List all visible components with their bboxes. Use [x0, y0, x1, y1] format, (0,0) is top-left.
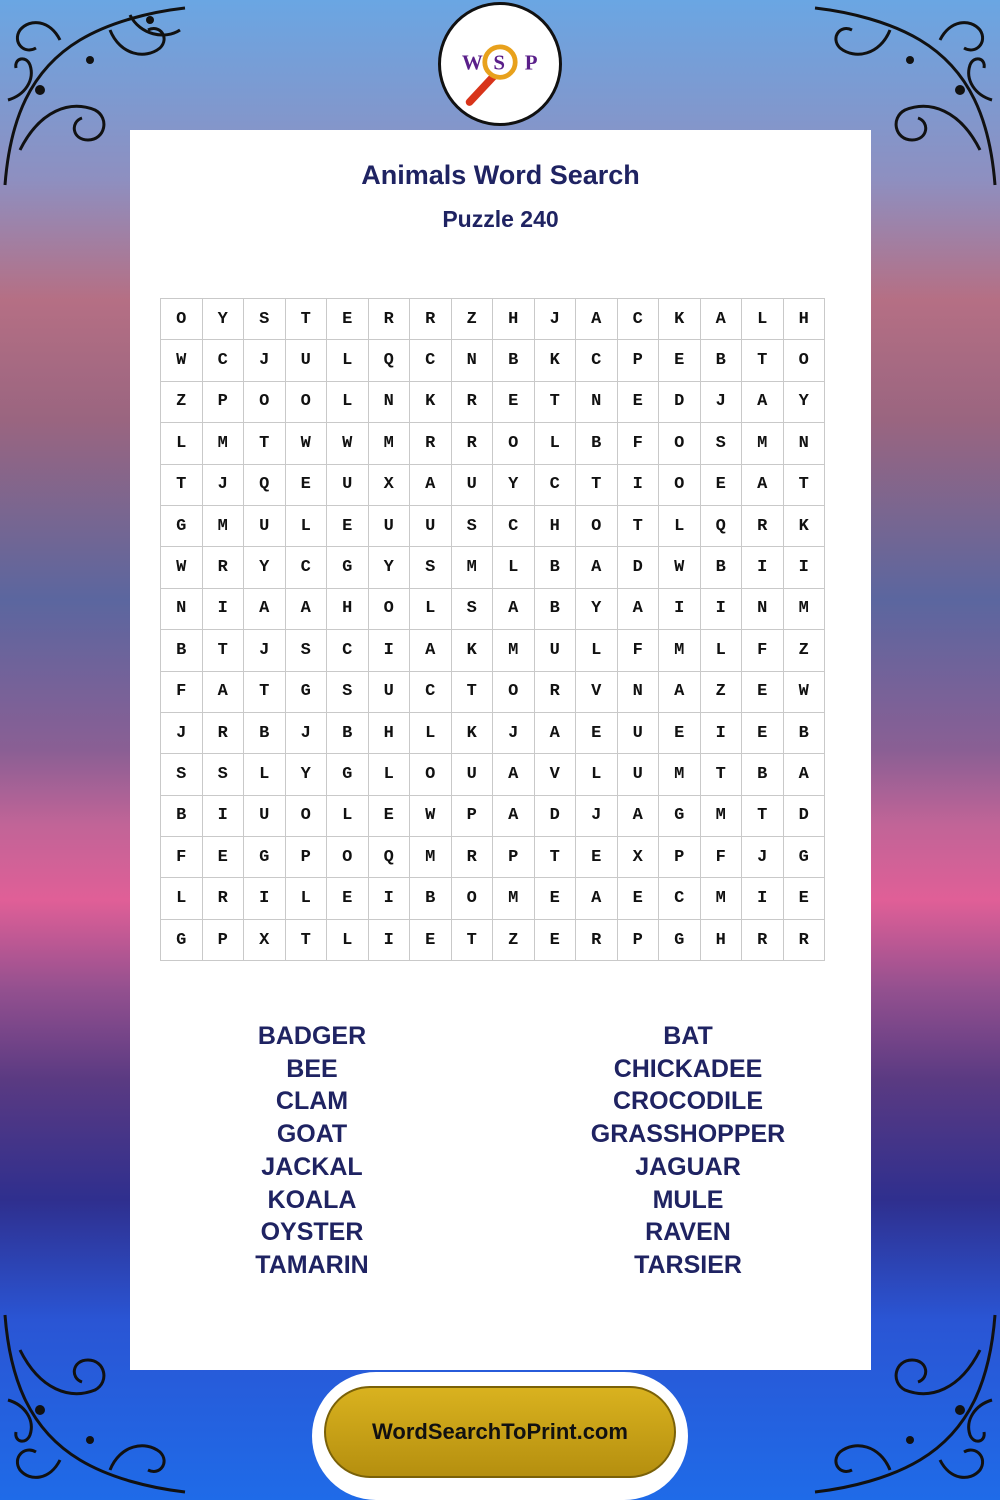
grid-cell: U	[244, 795, 286, 836]
grid-cell: O	[659, 423, 701, 464]
grid-cell: G	[327, 547, 369, 588]
word-list-left	[162, 1020, 462, 1282]
grid-cell: I	[202, 795, 244, 836]
grid-row	[161, 754, 825, 795]
grid-cell: R	[742, 919, 784, 960]
word-item: RAVEN	[645, 1218, 731, 1247]
grid-cell: J	[202, 464, 244, 505]
grid-cell: B	[327, 712, 369, 753]
grid-cell: Z	[161, 381, 203, 422]
grid-cell: R	[410, 299, 452, 340]
grid-cell: E	[285, 464, 327, 505]
grid-cell: P	[202, 381, 244, 422]
grid-cell: M	[700, 795, 742, 836]
grid-cell: Z	[451, 299, 493, 340]
grid-cell: J	[161, 712, 203, 753]
grid-cell: Q	[700, 505, 742, 546]
grid-cell: A	[493, 588, 535, 629]
grid-cell: D	[617, 547, 659, 588]
grid-cell: L	[327, 381, 369, 422]
grid-cell: C	[534, 464, 576, 505]
grid-cell: M	[410, 837, 452, 878]
grid-cell: G	[161, 919, 203, 960]
site-link-button[interactable]	[324, 1386, 676, 1478]
grid-row	[161, 795, 825, 836]
grid-row	[161, 630, 825, 671]
grid-cell: G	[285, 671, 327, 712]
grid-cell: O	[368, 588, 410, 629]
grid-cell: I	[783, 547, 825, 588]
grid-cell: O	[161, 299, 203, 340]
grid-cell: S	[244, 299, 286, 340]
grid-cell: K	[534, 340, 576, 381]
grid-cell: U	[617, 754, 659, 795]
grid-cell: S	[410, 547, 452, 588]
grid-cell: F	[617, 630, 659, 671]
grid-cell: B	[700, 340, 742, 381]
grid-row	[161, 505, 825, 546]
grid-cell: U	[451, 754, 493, 795]
grid-cell: I	[742, 547, 784, 588]
grid-cell: V	[576, 671, 618, 712]
grid-cell: L	[161, 878, 203, 919]
grid-cell: C	[327, 630, 369, 671]
grid-cell: T	[617, 505, 659, 546]
grid-cell: U	[368, 671, 410, 712]
grid-cell: R	[202, 547, 244, 588]
grid-cell: H	[783, 299, 825, 340]
grid-cell: A	[617, 795, 659, 836]
grid-cell: S	[202, 754, 244, 795]
grid-row	[161, 712, 825, 753]
grid-cell: K	[783, 505, 825, 546]
grid-cell: B	[161, 630, 203, 671]
grid-cell: R	[202, 878, 244, 919]
grid-cell: S	[285, 630, 327, 671]
grid-cell: B	[244, 712, 286, 753]
grid-cell: J	[244, 340, 286, 381]
grid-cell: L	[576, 754, 618, 795]
grid-cell: T	[285, 919, 327, 960]
grid-cell: Z	[493, 919, 535, 960]
grid-cell: A	[493, 795, 535, 836]
grid-cell: N	[742, 588, 784, 629]
grid-cell: C	[410, 340, 452, 381]
grid-cell: R	[451, 837, 493, 878]
grid-cell: V	[534, 754, 576, 795]
grid-cell: T	[202, 630, 244, 671]
grid-cell: R	[451, 423, 493, 464]
word-item: CHICKADEE	[613, 1054, 763, 1083]
grid-cell: B	[783, 712, 825, 753]
grid-cell: L	[161, 423, 203, 464]
letter-grid	[160, 298, 825, 961]
grid-cell: Y	[493, 464, 535, 505]
grid-cell: H	[493, 299, 535, 340]
grid-cell: M	[659, 754, 701, 795]
grid-cell: P	[617, 340, 659, 381]
grid-cell: A	[659, 671, 701, 712]
grid-cell: A	[410, 464, 452, 505]
grid-cell: A	[244, 588, 286, 629]
grid-cell: L	[410, 588, 452, 629]
grid-cell: E	[410, 919, 452, 960]
grid-cell: O	[244, 381, 286, 422]
puzzle-number: Puzzle 240	[442, 206, 559, 232]
grid-cell: N	[576, 381, 618, 422]
grid-cell: T	[783, 464, 825, 505]
word-list-right	[538, 1020, 838, 1282]
grid-cell: U	[327, 464, 369, 505]
grid-cell: U	[244, 505, 286, 546]
word-item: TARSIER	[634, 1250, 742, 1279]
grid-cell: A	[700, 299, 742, 340]
grid-cell: O	[783, 340, 825, 381]
grid-cell: N	[368, 381, 410, 422]
grid-cell: U	[410, 505, 452, 546]
grid-row	[161, 919, 825, 960]
grid-cell: C	[659, 878, 701, 919]
grid-cell: M	[202, 505, 244, 546]
grid-cell: P	[202, 919, 244, 960]
grid-cell: E	[659, 712, 701, 753]
grid-cell: C	[202, 340, 244, 381]
grid-cell: A	[576, 547, 618, 588]
grid-cell: R	[410, 423, 452, 464]
grid-cell: C	[285, 547, 327, 588]
grid-cell: S	[451, 505, 493, 546]
word-item: JAGUAR	[635, 1152, 741, 1181]
grid-cell: N	[617, 671, 659, 712]
grid-cell: K	[451, 712, 493, 753]
grid-cell: W	[659, 547, 701, 588]
grid-cell: Y	[285, 754, 327, 795]
grid-cell: L	[700, 630, 742, 671]
grid-cell: G	[244, 837, 286, 878]
grid-row	[161, 464, 825, 505]
grid-cell: T	[742, 795, 784, 836]
grid-cell: T	[285, 299, 327, 340]
grid-cell: J	[576, 795, 618, 836]
grid-cell: B	[534, 588, 576, 629]
grid-cell: E	[534, 919, 576, 960]
grid-cell: I	[742, 878, 784, 919]
grid-cell: U	[617, 712, 659, 753]
grid-row	[161, 878, 825, 919]
grid-cell: F	[617, 423, 659, 464]
page-title: Animals Word Search	[361, 160, 640, 190]
grid-cell: P	[617, 919, 659, 960]
grid-cell: O	[451, 878, 493, 919]
grid-cell: G	[783, 837, 825, 878]
grid-cell: U	[368, 505, 410, 546]
grid-cell: M	[368, 423, 410, 464]
grid-cell: Z	[783, 630, 825, 671]
grid-cell: C	[493, 505, 535, 546]
grid-row	[161, 588, 825, 629]
grid-cell: Y	[368, 547, 410, 588]
word-item: JACKAL	[261, 1152, 363, 1181]
grid-cell: R	[742, 505, 784, 546]
grid-cell: K	[410, 381, 452, 422]
grid-cell: I	[659, 588, 701, 629]
grid-cell: A	[783, 754, 825, 795]
grid-row	[161, 299, 825, 340]
grid-cell: X	[617, 837, 659, 878]
grid-cell: B	[534, 547, 576, 588]
grid-cell: W	[285, 423, 327, 464]
grid-cell: I	[244, 878, 286, 919]
grid-cell: R	[451, 381, 493, 422]
grid-cell: J	[244, 630, 286, 671]
grid-cell: L	[493, 547, 535, 588]
grid-cell: R	[534, 671, 576, 712]
grid-cell: Y	[202, 299, 244, 340]
grid-cell: I	[617, 464, 659, 505]
grid-cell: A	[285, 588, 327, 629]
grid-cell: O	[493, 423, 535, 464]
grid-cell: W	[161, 547, 203, 588]
grid-cell: U	[451, 464, 493, 505]
grid-cell: I	[368, 878, 410, 919]
grid-cell: I	[700, 712, 742, 753]
grid-cell: E	[368, 795, 410, 836]
grid-cell: T	[742, 340, 784, 381]
grid-cell: E	[700, 464, 742, 505]
grid-cell: E	[617, 878, 659, 919]
grid-cell: E	[742, 671, 784, 712]
grid-cell: D	[534, 795, 576, 836]
grid-cell: E	[659, 340, 701, 381]
grid-cell: T	[161, 464, 203, 505]
grid-cell: N	[161, 588, 203, 629]
grid-cell: F	[161, 671, 203, 712]
grid-cell: L	[659, 505, 701, 546]
grid-cell: J	[700, 381, 742, 422]
grid-cell: U	[534, 630, 576, 671]
grid-cell: G	[327, 754, 369, 795]
grid-cell: L	[327, 795, 369, 836]
grid-cell: R	[368, 299, 410, 340]
grid-cell: A	[202, 671, 244, 712]
grid-row	[161, 381, 825, 422]
grid-cell: H	[368, 712, 410, 753]
word-item: CLAM	[275, 1087, 349, 1116]
grid-cell: M	[700, 878, 742, 919]
grid-cell: H	[534, 505, 576, 546]
grid-cell: L	[327, 340, 369, 381]
grid-cell: O	[576, 505, 618, 546]
grid-cell: A	[576, 878, 618, 919]
grid-cell: A	[493, 754, 535, 795]
grid-cell: O	[659, 464, 701, 505]
grid-cell: Y	[576, 588, 618, 629]
grid-cell: F	[742, 630, 784, 671]
grid-cell: S	[327, 671, 369, 712]
grid-cell: G	[659, 919, 701, 960]
grid-cell: O	[410, 754, 452, 795]
grid-row	[161, 671, 825, 712]
grid-cell: C	[410, 671, 452, 712]
logo-letter-p: P	[524, 50, 538, 75]
grid-cell: L	[327, 919, 369, 960]
grid-cell: M	[659, 630, 701, 671]
grid-cell: P	[493, 837, 535, 878]
grid-cell: W	[410, 795, 452, 836]
grid-cell: A	[742, 464, 784, 505]
grid-cell: T	[451, 671, 493, 712]
word-item: OYSTER	[260, 1218, 364, 1247]
grid-cell: G	[659, 795, 701, 836]
wsp-logo	[438, 2, 562, 126]
grid-cell: A	[410, 630, 452, 671]
grid-cell: B	[576, 423, 618, 464]
grid-cell: T	[451, 919, 493, 960]
grid-cell: L	[285, 878, 327, 919]
grid-cell: I	[368, 630, 410, 671]
grid-cell: B	[161, 795, 203, 836]
grid-cell: F	[700, 837, 742, 878]
grid-cell: L	[534, 423, 576, 464]
grid-cell: Q	[368, 340, 410, 381]
grid-row	[161, 547, 825, 588]
word-item: BEE	[286, 1054, 338, 1083]
logo-letter-s: S	[493, 50, 505, 75]
grid-cell: E	[742, 712, 784, 753]
grid-cell: L	[742, 299, 784, 340]
grid-cell: O	[493, 671, 535, 712]
grid-cell: J	[742, 837, 784, 878]
grid-cell: K	[451, 630, 493, 671]
grid-cell: E	[617, 381, 659, 422]
grid-cell: L	[410, 712, 452, 753]
grid-cell: S	[700, 423, 742, 464]
grid-cell: S	[161, 754, 203, 795]
grid-cell: Y	[244, 547, 286, 588]
grid-cell: H	[327, 588, 369, 629]
grid-cell: N	[783, 423, 825, 464]
word-item: MULE	[652, 1185, 724, 1214]
grid-cell: X	[244, 919, 286, 960]
grid-cell: J	[285, 712, 327, 753]
grid-cell: I	[368, 919, 410, 960]
grid-cell: W	[327, 423, 369, 464]
site-link-label: WordSearchToPrint.com	[372, 1419, 628, 1444]
grid-cell: E	[576, 837, 618, 878]
word-item: BAT	[663, 1022, 713, 1050]
grid-cell: T	[534, 381, 576, 422]
grid-cell: P	[285, 837, 327, 878]
grid-cell: L	[368, 754, 410, 795]
grid-cell: H	[700, 919, 742, 960]
grid-cell: I	[202, 588, 244, 629]
grid-cell: F	[161, 837, 203, 878]
grid-cell: C	[576, 340, 618, 381]
grid-cell: E	[202, 837, 244, 878]
grid-cell: L	[576, 630, 618, 671]
grid-cell: R	[576, 919, 618, 960]
grid-cell: L	[285, 505, 327, 546]
word-item: CROCODILE	[613, 1087, 763, 1116]
grid-cell: O	[327, 837, 369, 878]
grid-cell: O	[285, 795, 327, 836]
grid-cell: Z	[700, 671, 742, 712]
grid-cell: X	[368, 464, 410, 505]
grid-cell: T	[576, 464, 618, 505]
grid-cell: T	[700, 754, 742, 795]
grid-cell: K	[659, 299, 701, 340]
grid-cell: M	[493, 630, 535, 671]
word-item: TAMARIN	[255, 1250, 369, 1279]
grid-cell: E	[783, 878, 825, 919]
grid-cell: E	[327, 299, 369, 340]
grid-cell: T	[534, 837, 576, 878]
grid-cell: Q	[244, 464, 286, 505]
grid-row	[161, 423, 825, 464]
word-item: KOALA	[267, 1185, 357, 1214]
grid-row	[161, 340, 825, 381]
grid-cell: E	[327, 878, 369, 919]
grid-cell: Q	[368, 837, 410, 878]
grid-cell: M	[451, 547, 493, 588]
grid-cell: A	[617, 588, 659, 629]
grid-cell: I	[700, 588, 742, 629]
grid-cell: E	[327, 505, 369, 546]
grid-cell: O	[285, 381, 327, 422]
grid-row	[161, 837, 825, 878]
word-item: BADGER	[257, 1022, 367, 1050]
grid-cell: A	[534, 712, 576, 753]
grid-cell: Y	[783, 381, 825, 422]
grid-cell: D	[659, 381, 701, 422]
grid-cell: D	[783, 795, 825, 836]
grid-cell: U	[285, 340, 327, 381]
logo-letter-w: W	[461, 50, 483, 75]
grid-cell: B	[742, 754, 784, 795]
grid-cell: E	[534, 878, 576, 919]
grid-cell: M	[742, 423, 784, 464]
grid-cell: S	[451, 588, 493, 629]
grid-cell: J	[493, 712, 535, 753]
grid-cell: C	[617, 299, 659, 340]
grid-cell: J	[534, 299, 576, 340]
grid-cell: E	[576, 712, 618, 753]
grid-cell: B	[700, 547, 742, 588]
grid-cell: N	[451, 340, 493, 381]
grid-cell: P	[451, 795, 493, 836]
grid-cell: B	[410, 878, 452, 919]
grid-cell: R	[783, 919, 825, 960]
grid-cell: L	[244, 754, 286, 795]
grid-cell: G	[161, 505, 203, 546]
word-item: GRASSHOPPER	[590, 1120, 786, 1149]
grid-cell: M	[493, 878, 535, 919]
grid-cell: R	[202, 712, 244, 753]
grid-cell: T	[244, 671, 286, 712]
word-item: GOAT	[276, 1120, 348, 1149]
grid-cell: E	[493, 381, 535, 422]
grid-cell: B	[493, 340, 535, 381]
grid-cell: W	[783, 671, 825, 712]
grid-cell: T	[244, 423, 286, 464]
grid-cell: A	[576, 299, 618, 340]
grid-cell: W	[161, 340, 203, 381]
grid-cell: P	[659, 837, 701, 878]
grid-cell: M	[783, 588, 825, 629]
grid-cell: A	[742, 381, 784, 422]
grid-cell: M	[202, 423, 244, 464]
